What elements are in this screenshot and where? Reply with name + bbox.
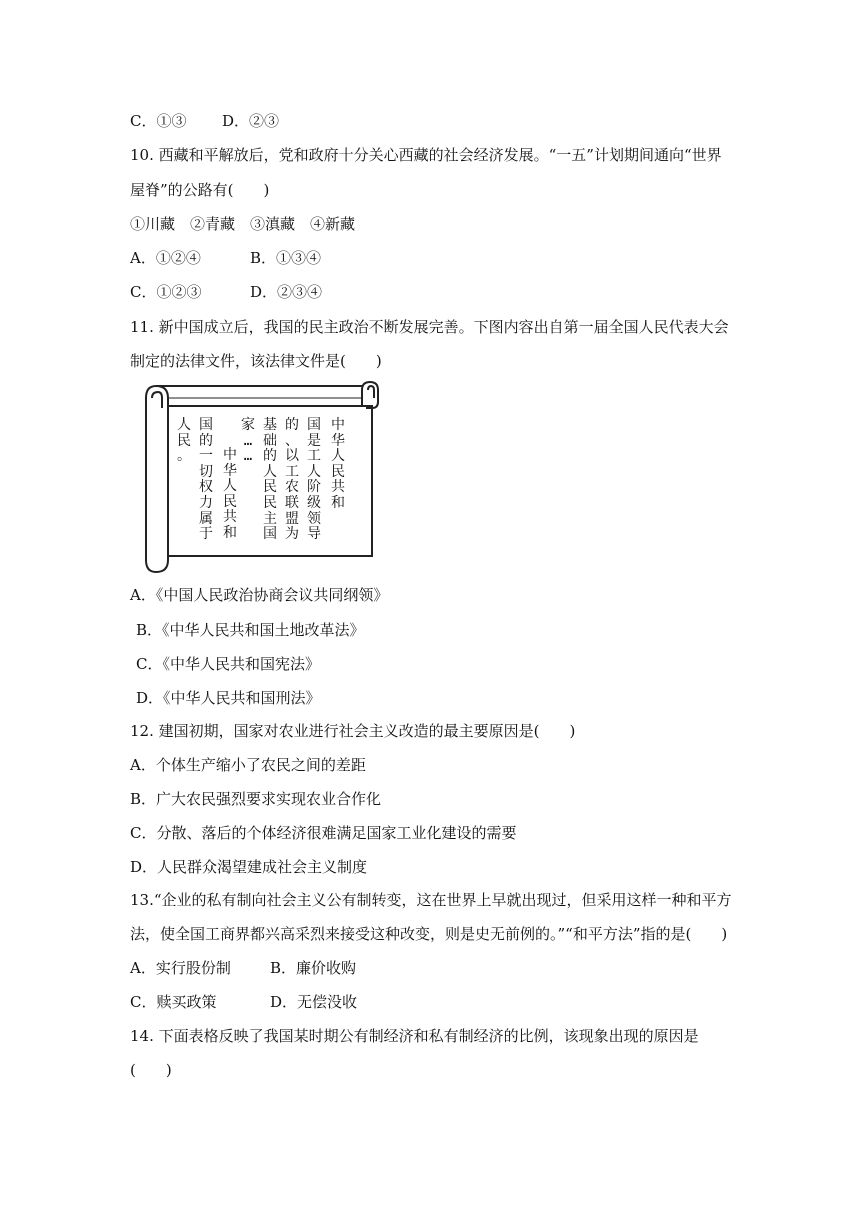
q13-option-c: C．赎买政策 (130, 993, 217, 1011)
q14-stem-line2: ( ) (130, 1061, 172, 1079)
scroll-column-6: 中 华 人 民 共 和 (223, 447, 237, 541)
q9-option-c: C．①③ (130, 112, 187, 130)
q13-option-b: B．廉价收购 (270, 959, 357, 977)
q11-option-c: C．《中华人民共和国宪法》 (136, 655, 320, 673)
q12-stem: 12. 建国初期，国家对农业进行社会主义改造的最主要原因是( ) (130, 722, 576, 740)
q11-option-b: B．《中华人民共和国土地改革法》 (136, 621, 365, 639)
q10-option-c: C．①②③ (130, 283, 202, 301)
q13-options-cd (130, 992, 357, 1012)
q10-option-a: A．①②④ (130, 249, 201, 267)
q13-stem-line2: 法，使全国工商界都兴高采烈来接受这种改变，则是史无前例的。”“和平方法”指的是( ) (130, 925, 728, 943)
q10-option-b: B．①③④ (250, 249, 322, 267)
q12-option-c: C．分散、落后的个体经济很难满足国家工业化建设的需要 (130, 824, 517, 842)
q10-items: ①川藏 ②青藏 ③滇藏 ④新藏 (130, 215, 356, 233)
q10-options-cd (130, 282, 322, 302)
q11-option-d: D．《中华人民共和国刑法》 (136, 689, 321, 707)
q10-options-ab (130, 248, 321, 268)
scroll-column-2: 国 是 工 人 阶 级 领 导 (307, 417, 321, 543)
q13-stem-line1: 13.“企业的私有制向社会主义公有制转变，这在世界上早就出现过，但采用这样一种和平方 (130, 891, 732, 909)
scroll-illustration (140, 378, 384, 574)
scroll-column-7: 国 的 一 切 权 力 属 于 (199, 417, 213, 543)
q11-stem-line1: 11. 新中国成立后，我国的民主政治不断发展完善。下图内容出自第一届全国人民代表大会 (130, 318, 729, 336)
q13-option-a: A．实行股份制 (130, 959, 231, 977)
scroll-column-3: 的 、 以 工 农 联 盟 为 (285, 417, 299, 543)
q10-stem-line2: 屋脊”的公路有( ) (130, 181, 270, 199)
q12-option-d: D．人民群众渴望建成社会主义制度 (130, 858, 368, 876)
q10-option-d: D．②③④ (250, 283, 323, 301)
scroll-column-4: 基 础 的 人 民 民 主 国 (263, 417, 277, 543)
q12-option-b: B．广大农民强烈要求实现农业合作化 (130, 790, 382, 808)
q11-option-a: A．《中国人民政治协商会议共同纲领》 (130, 586, 389, 604)
q10-stem-line1: 10. 西藏和平解放后，党和政府十分关心西藏的社会经济发展。“一五”计划期间通向“世界 (130, 146, 722, 164)
scroll-column-8: 人 民 。 (177, 417, 191, 465)
q13-option-d: D．无偿没收 (270, 993, 358, 1011)
q12-option-a: A．个体生产缩小了农民之间的差距 (130, 756, 366, 774)
q11-stem-line2: 制定的法律文件，该法律文件是( ) (130, 352, 382, 370)
q9-options-cd (130, 111, 279, 131)
scroll-column-1: 中 华 人 民 共 和 (331, 417, 345, 511)
q13-options-ab (130, 958, 356, 978)
q14-stem-line1: 14. 下面表格反映了我国某时期公有制经济和私有制经济的比例，该现象出现的原因是 (130, 1027, 699, 1045)
scroll-column-5: 家 … … (241, 417, 255, 465)
q9-option-d: D．②③ (222, 112, 280, 130)
